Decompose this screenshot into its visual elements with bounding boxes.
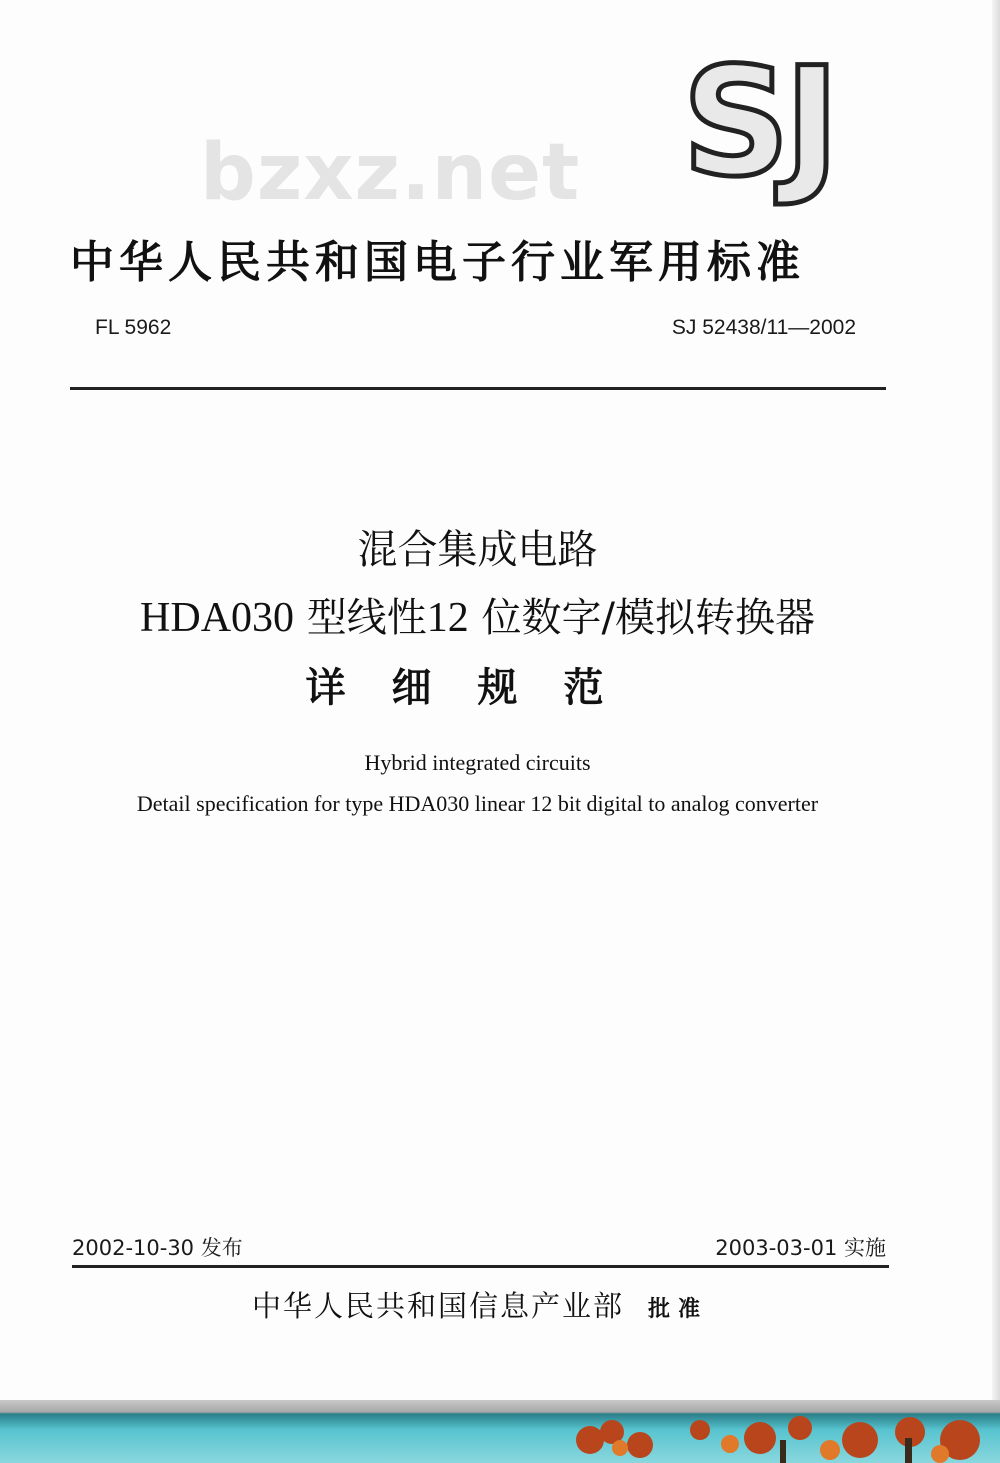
title-model: HDA030: [140, 595, 295, 641]
title-bits: 12: [426, 595, 469, 641]
issue-date: 2002-10-30 发布: [72, 1236, 243, 1260]
title-cn-part-a: 型线性: [306, 595, 427, 641]
header-divider: [70, 387, 886, 390]
classification-code: FL 5962: [95, 316, 172, 339]
masthead-title: 中华人民共和国电子行业军用标准: [70, 237, 805, 288]
watermark: bzxz.net: [200, 128, 581, 218]
issuer-name: 中华人民共和国信息产业部: [251, 1289, 624, 1323]
title-en-line1: Hybrid integrated circuits: [364, 750, 591, 775]
standard-number: SJ 52438/11—2002: [671, 316, 856, 339]
footer-divider: [72, 1265, 889, 1268]
effective-date: 2003-03-01 实施: [715, 1236, 886, 1260]
title-cn-line1: 混合集成电路: [357, 527, 598, 573]
title-en-line2: Detail specification for type HDA030 linear 12 bit digital to analog converter: [136, 791, 819, 816]
approval-label: 批准: [648, 1297, 709, 1322]
title-cn-line3: 详细规范: [305, 665, 650, 711]
title-cn-line2: [0, 586, 955, 643]
sj-logo: SJ: [682, 36, 834, 210]
title-cn-part-b: 位数字/模拟转换器: [481, 595, 815, 641]
autumn-tree-image: [0, 1410, 1000, 1463]
page-edge-shadow: [992, 0, 1000, 1400]
issuer-line: [0, 1284, 960, 1325]
